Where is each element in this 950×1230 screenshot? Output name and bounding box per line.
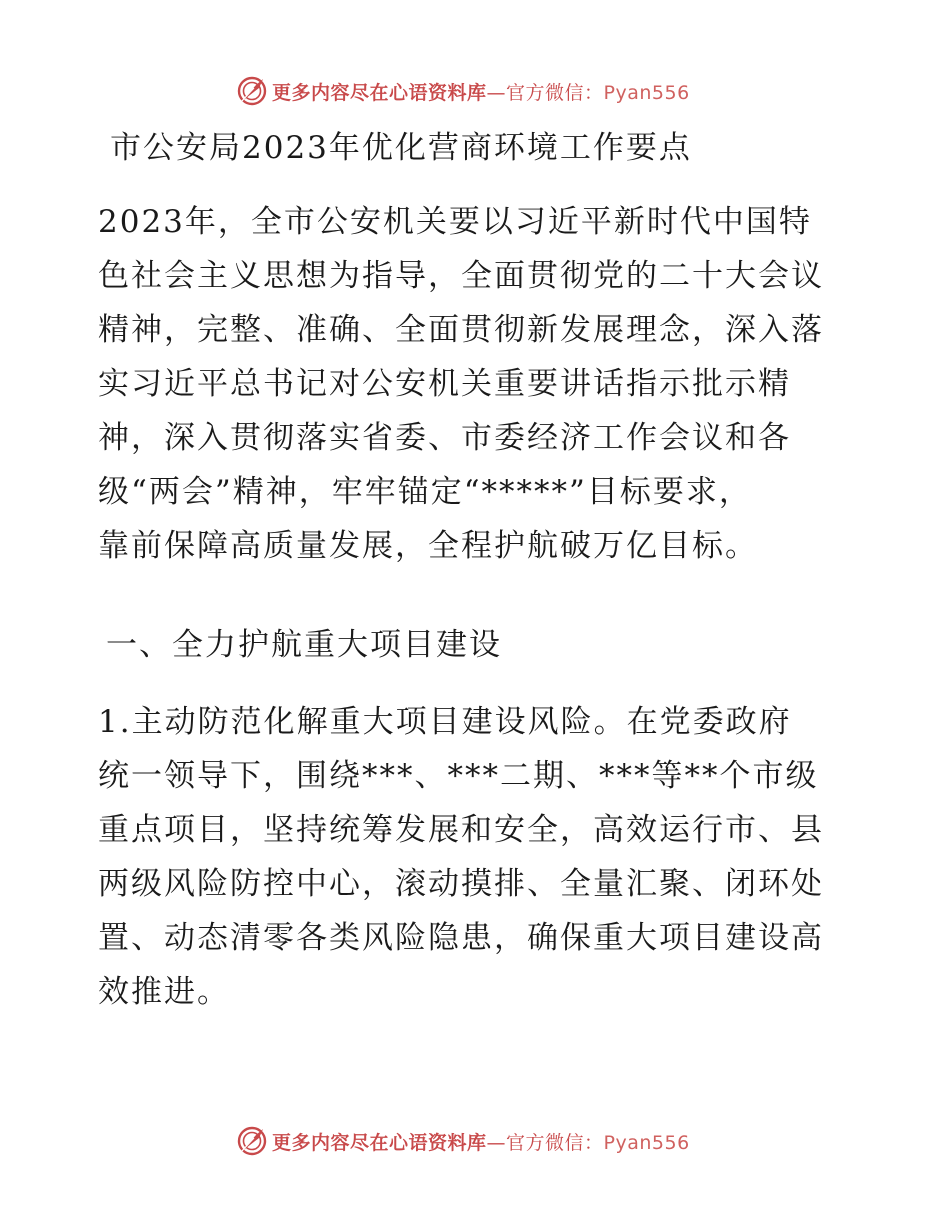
paragraph-line: 重点项目，坚持统筹发展和安全，高效运行市、县 xyxy=(98,812,824,848)
paragraph-line: 精神，完整、准确、全面贯彻新发展理念，深入落 xyxy=(98,312,824,348)
paragraph-line: 级“两会”精神，牢牢锚定“*****”目标要求， xyxy=(98,474,752,510)
paragraph-line: 靠前保障高质量发展，全程护航破万亿目标。 xyxy=(98,528,758,564)
paragraph-line: 1.主动防范化解重大项目建设风险。在党委政府 xyxy=(98,704,792,740)
section-heading: 一、全力护航重大项目建设 xyxy=(106,627,502,663)
feather-pen-circle-icon xyxy=(236,1125,268,1157)
watermark-wechat-id: Pyan556 xyxy=(603,81,690,104)
paragraph-line: 置、动态清零各类风险隐患，确保重大项目建设高 xyxy=(98,920,824,956)
watermark-text xyxy=(272,1128,690,1155)
watermark-wechat-label: 官方微信： xyxy=(506,81,604,104)
watermark-separator: — xyxy=(486,1131,507,1154)
watermark-wechat-label: 官方微信： xyxy=(506,1131,604,1154)
watermark-wechat-id: Pyan556 xyxy=(603,1131,690,1154)
paragraph-line: 神，深入贯彻落实省委、市委经济工作会议和各 xyxy=(98,420,791,456)
feather-pen-circle-icon xyxy=(236,75,268,107)
watermark-brand: 更多内容尽在心语资料库 xyxy=(272,1131,487,1154)
paragraph-line: 统一领导下，围绕***、***二期、***等**个市级 xyxy=(98,758,819,794)
paragraph-line: 两级风险防控中心，滚动摸排、全量汇聚、闭环处 xyxy=(98,866,824,902)
watermark-text xyxy=(272,78,690,105)
paragraph-line: 实习近平总书记对公安机关重要讲话指示批示精 xyxy=(98,366,791,402)
paragraph-line: 效推进。 xyxy=(98,974,230,1010)
watermark-footer xyxy=(236,1124,690,1158)
item-paragraph xyxy=(98,695,858,1019)
paragraph-line: 2023年，全市公安机关要以习近平新时代中国特 xyxy=(98,204,812,240)
intro-paragraph xyxy=(98,195,858,573)
watermark-separator: — xyxy=(486,81,507,104)
watermark-header xyxy=(236,74,690,108)
document-title: 市公安局2023年优化营商环境工作要点 xyxy=(110,130,692,166)
watermark-brand: 更多内容尽在心语资料库 xyxy=(272,81,487,104)
paragraph-line: 色社会主义思想为指导，全面贯彻党的二十大会议 xyxy=(98,258,824,294)
